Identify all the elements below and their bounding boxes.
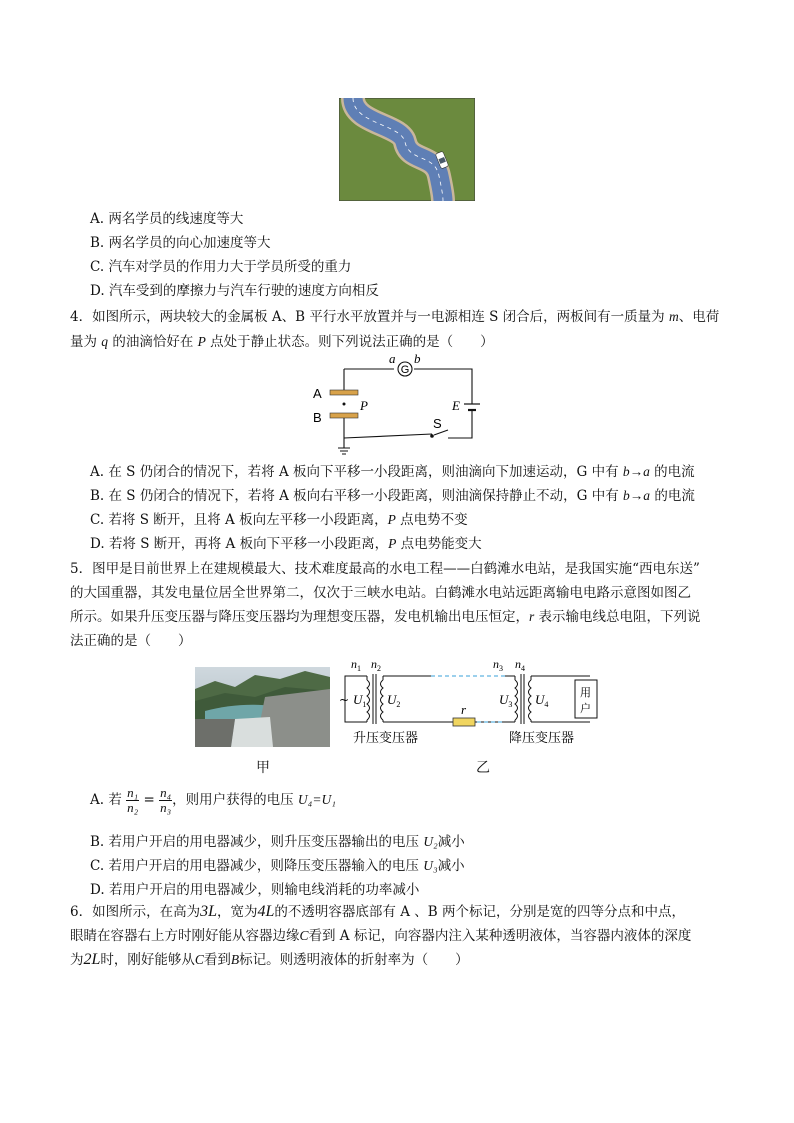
q3-option-b: B. 两名学员的向心加速度等大 xyxy=(90,235,271,251)
svg-text:U3: $U_3$ xyxy=(499,692,513,709)
point-b-label: b xyxy=(414,352,421,366)
svg-text:n3: $n_3$ xyxy=(493,658,503,673)
user-label-1: 用 xyxy=(580,686,591,699)
q5-option-c: C. 若用户开启的用电器减少，则降压变压器输入的电压 U₃减小 xyxy=(90,858,465,874)
svg-text:n2: $n_2$ xyxy=(371,658,381,673)
q4-circuit-diagram xyxy=(310,352,490,457)
point-p-label: P xyxy=(360,398,368,413)
q4-option-a: A. 在 S 仍闭合的情况下，若将 A 板向下平移一小段距离，则油滴向下加速运动，G 中有 b→a 的电流 xyxy=(90,464,695,480)
svg-text:U2: $U_2$ xyxy=(387,692,401,709)
dam-photo xyxy=(195,667,330,747)
svg-text:U4: $U_4$ xyxy=(535,692,549,709)
svg-text:U1: $U_1$ xyxy=(353,692,367,709)
user-label-2: 户 xyxy=(580,702,591,715)
q5-option-a: A. 若 $\frac{\text{n₁}}{\text{n₂}}$ = $\frac{\text{n₄}}{\text{n₃}}$ ，则用户获得的电压 U₄=U₁ xyxy=(90,785,336,815)
point-a-label: a xyxy=(389,352,396,366)
svg-text:n4: $n_4$ xyxy=(515,658,525,673)
transmission-diagram xyxy=(335,658,615,753)
step-up-label: 升压变压器 xyxy=(353,731,419,746)
road-car-figure xyxy=(339,98,475,201)
q4-option-b: B. 在 S 仍闭合的情况下，若将 A 板向右平移一小段距离，则油滴保持静止不动，G 中有 b→a 的电流 xyxy=(90,488,695,504)
q3-option-c: C. 汽车对学员的作用力大于学员所受的重力 xyxy=(90,259,352,275)
fig-jia-label: 甲 xyxy=(256,759,270,775)
q4-option-d: D. 若将 S 断开，再将 A 板向下平移一小段距离，P 点电势能变大 xyxy=(90,536,482,552)
q5-option-d: D. 若用户开启的用电器减少，则输电线消耗的功率减小 xyxy=(90,882,420,898)
emf-label: E xyxy=(452,398,460,413)
galvanometer-label: G xyxy=(400,364,410,376)
plate-a-label: A xyxy=(313,386,322,401)
q5-stem: 5．图甲是目前世界上在建规模最大、技术难度最高的水电工程——白鹤滩水电站，是我国实施“西电东送” 的大国重器，其发电量位居全世界第二，仅次于三峡水电站。白鹤滩水电站远距离输电电路示意图如图乙 所示。如果升压变压器与降压变压器均为理想变压器，发电机输出电压恒定，r 表示输电线总电阻，下列说 法正确的是（ ） xyxy=(70,561,701,649)
q4-option-c: C. 若将 S 断开，且将 A 板向左平移一小段距离，P 点电势不变 xyxy=(90,512,468,528)
q6-stem: 6．如图所示，在高为3L，宽为4L的不透明容器底部有 A 、B 两个标记，分别是宽的四等分点和中点， 眼睛在容器右上方时刚好能从容器边缘C看到 A 标记，向容器内注入某种透明液体，当容器内液体的深度 为2L时，刚好能够从C看到B标记。则透明液体的折射率为（ ） xyxy=(70,903,692,968)
plate-b-label: B xyxy=(313,410,322,425)
fig-yi-label: 乙 xyxy=(476,759,490,775)
q4-stem: 4．如图所示，两块较大的金属板 A、B 平行水平放置并与一电源相连 S 闭合后，两板间有一质量为 m、电荷 量为 q 的油滴恰好在 P 点处于静止状态。则下列说法正确的是（ ） xyxy=(70,309,720,350)
q5-option-b: B. 若用户开启的用电器减少，则升压变压器输出的电压 U₂减小 xyxy=(90,834,465,850)
svg-text:n1: $n_1$ xyxy=(351,658,361,673)
q3-option-a: A. 两名学员的线速度等大 xyxy=(90,211,244,227)
resistor-label: r xyxy=(461,702,467,717)
ac-source-icon: ~ xyxy=(339,693,350,707)
step-down-label: 降压变压器 xyxy=(509,731,575,746)
q3-option-d: D. 汽车受到的摩擦力与汽车行驶的速度方向相反 xyxy=(90,283,379,299)
switch-label: S xyxy=(433,416,442,431)
